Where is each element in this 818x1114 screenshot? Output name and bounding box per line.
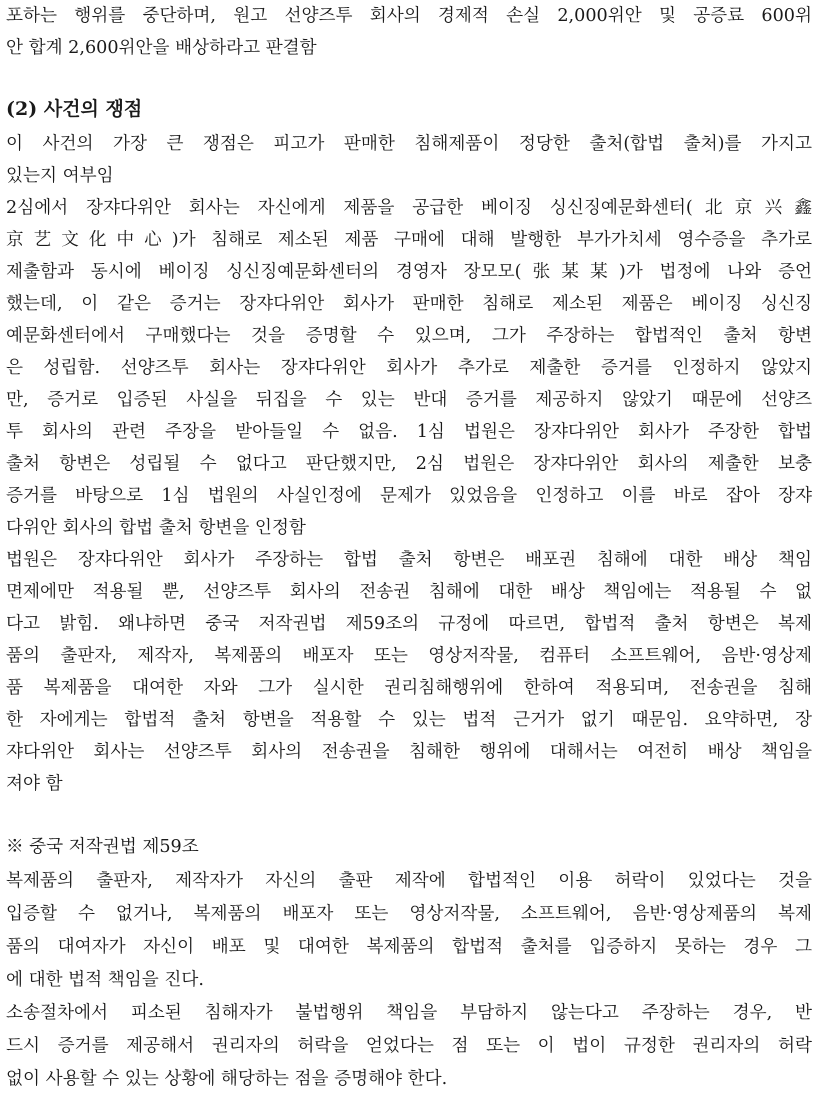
note-title: ※ 중국 저작권법 제59조 [6, 837, 199, 857]
paragraph3-line-7: 쟈다위안 회사는 선양즈투 회사의 전송권을 침해한 행위에 대해서는 여전히 배상 책임을 [6, 742, 812, 762]
paragraph1-line-2: 있는지 여부임 [6, 166, 114, 186]
note-paragraph1-line-2: 입증할 수 없거나, 복제품의 배포자 또는 영상저작물, 소프트웨어, 음반·영상제품의 복제 [6, 904, 812, 924]
paragraph3-line-4: 품의 출판자, 제작자, 복제품의 배포자 또는 영상저작물, 컴퓨터 소프트웨어, 음반·영상제 [6, 646, 812, 666]
paragraph2-line-8: 투 회사의 관련 주장을 받아들일 수 없음. 1심 법원은 장쟈다위안 회사가 주장한 합법 [6, 422, 812, 442]
paragraph2-line-6: 은 성립함. 선양즈투 회사는 장쟈다위안 회사가 추가로 제출한 증거를 인정하지 않았지 [6, 358, 812, 378]
paragraph3-line-8: 져야 함 [6, 774, 63, 794]
paragraph2-line-3: 제출함과 동시에 베이징 싱신징예문화센터의 경영자 장모모(张某某)가 법정에 나와 증언 [6, 262, 812, 282]
paragraph2-line-7: 만, 증거로 입증된 사실을 뒤집을 수 있는 반대 증거를 제공하지 않았기 때문에 선양즈 [6, 390, 812, 410]
intro-line-1: 포하는 행위를 중단하며, 원고 선양즈투 회사의 경제적 손실 2,000위안 및 공증료 600위 [6, 6, 812, 26]
paragraph3-line-2: 면제에만 적용될 뿐, 선양즈투 회사의 전송권 침해에 대한 배상 책임에는 적용될 수 없 [6, 582, 812, 602]
note-paragraph2-line-3: 없이 사용할 수 있는 상황에 해당하는 점을 증명해야 한다. [6, 1069, 448, 1089]
intro-line-2: 안 합계 2,600위안을 배상하라고 판결함 [6, 38, 317, 58]
paragraph1-line-1: 이 사건의 가장 큰 쟁점은 피고가 판매한 침해제품이 정당한 출처(합법 출처)를 가지고 [6, 134, 812, 154]
paragraph2-line-5: 예문화센터에서 구매했다는 것을 증명할 수 있으며, 그가 주장하는 합법적인 출처 항변 [6, 326, 812, 346]
paragraph2-line-9: 출처 항변은 성립될 수 없다고 판단했지만, 2심 법원은 장쟈다위안 회사의 제출한 보충 [6, 454, 812, 474]
paragraph2-line-1: 2심에서 장쟈다위안 회사는 자신에게 제품을 공급한 베이징 싱신징예문화센터(北京兴鑫 [6, 198, 812, 218]
note-paragraph2-line-1: 소송절차에서 피소된 침해자가 불법행위 책임을 부담하지 않는다고 주장하는 경우, 반 [6, 1003, 812, 1023]
note-paragraph2-line-2: 드시 증거를 제공해서 권리자의 허락을 얻었다는 점 또는 이 법이 규정한 권리자의 허락 [6, 1036, 812, 1056]
paragraph2-line-2: 京艺文化中心)가 침해로 제소된 제품 구매에 대해 발행한 부가가치세 영수증을 추가로 [6, 230, 812, 250]
paragraph3-line-1: 법원은 장쟈다위안 회사가 주장하는 합법 출처 항변은 배포권 침해에 대한 배상 책임 [6, 550, 812, 570]
paragraph2-line-11: 다위안 회사의 합법 출처 항변을 인정함 [6, 518, 306, 538]
document-page [6, 0, 812, 1114]
paragraph3-line-3: 다고 밝힘. 왜냐하면 중국 저작권법 제59조의 규정에 따르면, 합법적 출처 항변은 복제 [6, 614, 812, 634]
section-heading: (2) 사건의 쟁점 [6, 98, 143, 120]
note-paragraph1-line-3: 품의 대여자가 자신이 배포 및 대여한 복제품의 합법적 출처를 입증하지 못하는 경우 그 [6, 937, 812, 957]
paragraph2-line-4: 했는데, 이 같은 증거는 장쟈다위안 회사가 판매한 침해로 제소된 제품은 베이징 싱신징 [6, 294, 812, 314]
note-paragraph1-line-1: 복제품의 출판자, 제작자가 자신의 출판 제작에 합법적인 이용 허락이 있었다는 것을 [6, 871, 812, 891]
note-paragraph1-line-4: 에 대한 법적 책임을 진다. [6, 970, 204, 990]
paragraph3-line-5: 품 복제품을 대여한 자와 그가 실시한 권리침해행위에 한하여 적용되며, 전송권을 침해 [6, 678, 812, 698]
paragraph2-line-10: 증거를 바탕으로 1심 법원의 사실인정에 문제가 있었음을 인정하고 이를 바로 잡아 장쟈 [6, 486, 812, 506]
paragraph3-line-6: 한 자에게는 합법적 출처 항변을 적용할 수 있는 법적 근거가 없기 때문임. 요약하면, 장 [6, 710, 812, 730]
